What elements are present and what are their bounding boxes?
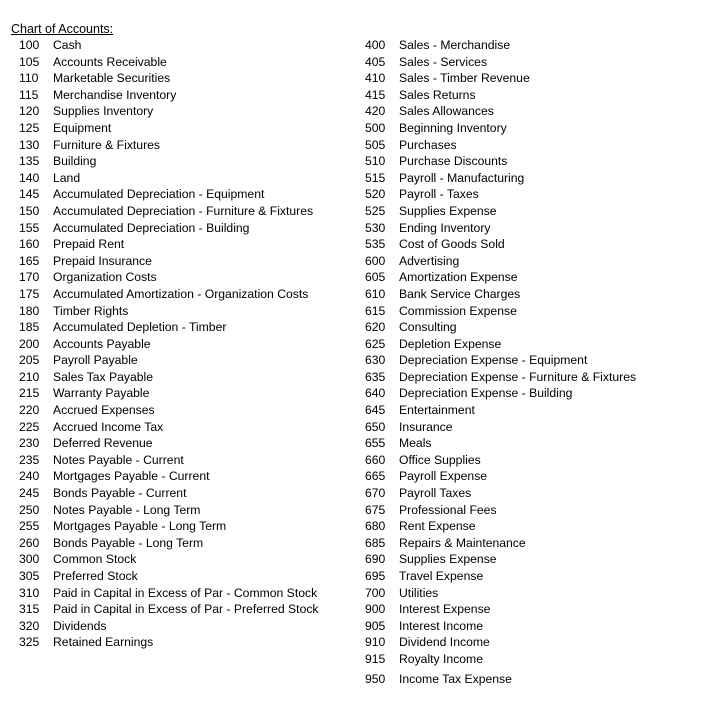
account-name: Royalty Income — [399, 651, 483, 666]
account-row — [365, 236, 695, 253]
account-row — [19, 435, 359, 452]
page-title: Chart of Accounts: — [11, 22, 114, 36]
account-number: 120 — [19, 104, 40, 119]
account-name: Accounts Receivable — [53, 54, 167, 69]
account-name: Depletion Expense — [399, 336, 502, 351]
account-number: 665 — [365, 469, 386, 484]
account-name: Accumulated Amortization - Organization Costs — [53, 286, 309, 301]
account-row — [365, 103, 695, 120]
account-row — [365, 153, 695, 170]
account-row — [19, 485, 359, 502]
account-name: Notes Payable - Current — [53, 452, 184, 467]
account-row — [19, 54, 359, 71]
account-name: Bonds Payable - Current — [53, 486, 187, 501]
account-number: 135 — [19, 154, 40, 169]
account-number: 520 — [365, 187, 386, 202]
account-name: Meals — [399, 436, 432, 451]
account-row — [19, 153, 359, 170]
account-name: Cost of Goods Sold — [399, 237, 505, 252]
account-number: 175 — [19, 286, 40, 301]
account-row — [365, 369, 695, 386]
account-row — [19, 87, 359, 104]
account-number: 530 — [365, 220, 386, 235]
account-number: 180 — [19, 303, 40, 318]
account-row — [365, 518, 695, 535]
account-name: Commission Expense — [399, 303, 517, 318]
account-row — [19, 286, 359, 303]
account-row — [19, 502, 359, 519]
account-row — [365, 70, 695, 87]
account-row — [365, 170, 695, 187]
account-number: 150 — [19, 203, 40, 218]
account-row — [19, 468, 359, 485]
account-row — [19, 319, 359, 336]
account-name: Utilities — [399, 585, 439, 600]
account-row — [365, 137, 695, 154]
account-row — [19, 203, 359, 220]
account-name: Furniture & Fixtures — [53, 137, 161, 152]
account-row — [19, 70, 359, 87]
account-row — [19, 220, 359, 237]
account-name: Equipment — [53, 120, 112, 135]
account-row — [19, 303, 359, 320]
account-name: Accumulated Depreciation - Furniture & Fixtures — [53, 203, 314, 218]
account-row — [365, 468, 695, 485]
account-number: 155 — [19, 220, 40, 235]
account-number: 910 — [365, 635, 386, 650]
account-name: Supplies Expense — [399, 552, 497, 567]
account-number: 325 — [19, 635, 40, 650]
account-row — [365, 385, 695, 402]
account-name: Supplies Inventory — [53, 104, 154, 119]
account-number: 400 — [365, 38, 386, 52]
account-name: Travel Expense — [399, 569, 484, 583]
account-number: 605 — [365, 270, 386, 285]
account-row — [19, 186, 359, 203]
account-row — [19, 170, 359, 187]
account-name: Depreciation Expense - Equipment — [399, 353, 588, 368]
account-number: 205 — [19, 353, 40, 368]
account-number: 905 — [365, 618, 386, 633]
account-name: Interest Expense — [399, 602, 491, 617]
account-name: Payroll - Taxes — [399, 187, 479, 202]
account-number: 225 — [19, 419, 40, 434]
account-number: 695 — [365, 569, 386, 583]
account-row — [19, 352, 359, 369]
account-row — [19, 535, 359, 552]
account-name: Sales - Services — [399, 54, 488, 69]
account-number: 535 — [365, 237, 386, 252]
account-name: Accrued Income Tax — [53, 419, 164, 434]
account-number: 220 — [19, 403, 40, 418]
account-number: 615 — [365, 303, 386, 318]
account-row — [19, 402, 359, 419]
account-number: 305 — [19, 569, 40, 583]
account-number: 320 — [19, 618, 40, 633]
account-row — [365, 585, 695, 602]
account-name: Payroll Taxes — [399, 486, 472, 501]
account-row — [19, 369, 359, 386]
account-name: Accumulated Depreciation - Equipment — [53, 187, 265, 202]
account-row — [19, 269, 359, 286]
account-number: 630 — [365, 353, 386, 368]
account-name: Paid in Capital in Excess of Par - Common Stock — [53, 585, 318, 600]
account-number: 250 — [19, 502, 40, 517]
account-name: Payroll Expense — [399, 469, 488, 484]
account-name: Accumulated Depletion - Timber — [53, 320, 227, 335]
account-number: 510 — [365, 154, 386, 169]
account-number: 315 — [19, 602, 40, 617]
account-number: 680 — [365, 519, 386, 534]
account-name: Retained Earnings — [53, 635, 154, 650]
account-number: 230 — [19, 436, 40, 451]
account-row — [19, 634, 359, 651]
account-number: 245 — [19, 486, 40, 501]
account-number: 200 — [19, 336, 40, 351]
account-row — [365, 601, 695, 618]
account-row — [365, 87, 695, 104]
account-row — [19, 103, 359, 120]
account-row — [365, 319, 695, 336]
account-row — [19, 618, 359, 635]
account-name: Building — [53, 154, 97, 169]
account-number: 115 — [19, 87, 39, 102]
account-row — [365, 286, 695, 303]
account-number: 915 — [365, 651, 386, 666]
account-row — [365, 568, 695, 585]
account-row — [365, 269, 695, 286]
account-name: Marketable Securities — [53, 71, 171, 86]
account-number: 125 — [19, 120, 40, 135]
account-name: Prepaid Rent — [53, 237, 125, 252]
account-number: 625 — [365, 336, 386, 351]
account-name: Beginning Inventory — [399, 120, 507, 135]
account-number: 610 — [365, 286, 386, 301]
account-name: Bonds Payable - Long Term — [53, 535, 204, 550]
account-number: 300 — [19, 552, 40, 567]
left-account-list — [19, 37, 359, 651]
account-number: 185 — [19, 320, 40, 335]
account-row — [365, 352, 695, 369]
account-number: 660 — [365, 452, 386, 467]
account-row — [19, 336, 359, 353]
account-name: Entertainment — [399, 403, 475, 418]
account-name: Amortization Expense — [399, 270, 518, 285]
account-number: 620 — [365, 320, 386, 335]
account-name: Accounts Payable — [53, 336, 151, 351]
account-row — [365, 186, 695, 203]
account-number: 160 — [19, 237, 40, 252]
account-number: 675 — [365, 502, 386, 517]
account-number: 950 — [365, 671, 386, 686]
account-number: 670 — [365, 486, 386, 501]
account-number: 260 — [19, 535, 40, 550]
account-name: Accumulated Depreciation - Building — [53, 220, 250, 235]
account-number: 255 — [19, 519, 40, 534]
account-number: 505 — [365, 137, 386, 152]
account-row — [365, 37, 695, 54]
account-name: Dividends — [53, 618, 107, 633]
account-name: Paid in Capital in Excess of Par - Preferred Stock — [53, 602, 319, 617]
account-row — [19, 419, 359, 436]
account-name: Office Supplies — [399, 452, 481, 467]
account-row — [19, 568, 359, 585]
account-name: Depreciation Expense - Building — [399, 386, 573, 401]
account-number: 215 — [19, 386, 40, 401]
account-name: Repairs & Maintenance — [399, 535, 526, 550]
account-name: Purchase Discounts — [399, 154, 508, 169]
account-row — [365, 671, 695, 688]
account-row — [19, 37, 359, 54]
account-row — [365, 618, 695, 635]
account-name: Sales Tax Payable — [53, 369, 154, 384]
account-row — [19, 518, 359, 535]
account-row — [19, 452, 359, 469]
account-name: Purchases — [399, 137, 457, 152]
account-number: 105 — [19, 54, 40, 69]
account-row — [365, 502, 695, 519]
account-number: 130 — [19, 137, 40, 152]
account-number: 640 — [365, 386, 386, 401]
account-number: 140 — [19, 170, 40, 185]
account-row — [365, 402, 695, 419]
account-number: 240 — [19, 469, 40, 484]
account-name: Common Stock — [53, 552, 137, 567]
account-number: 690 — [365, 552, 386, 567]
account-number: 235 — [19, 452, 40, 467]
account-row — [365, 551, 695, 568]
account-name: Rent Expense — [399, 519, 476, 534]
account-name: Mortgages Payable - Current — [53, 469, 210, 484]
account-name: Sales - Timber Revenue — [399, 71, 530, 86]
account-name: Timber Rights — [53, 303, 129, 318]
account-name: Organization Costs — [53, 270, 157, 285]
account-name: Ending Inventory — [399, 220, 491, 235]
account-number: 410 — [365, 71, 386, 86]
account-row — [19, 236, 359, 253]
account-name: Advertising — [399, 253, 460, 268]
account-name: Cash — [53, 38, 82, 52]
account-row — [365, 253, 695, 270]
account-number: 165 — [19, 253, 40, 268]
account-number: 700 — [365, 585, 386, 600]
account-row — [19, 601, 359, 618]
account-row — [365, 220, 695, 237]
account-row — [19, 385, 359, 402]
account-row — [365, 535, 695, 552]
account-number: 900 — [365, 602, 386, 617]
account-name: Deferred Revenue — [53, 436, 153, 451]
account-name: Professional Fees — [399, 502, 497, 517]
account-number: 635 — [365, 369, 386, 384]
account-name: Consulting — [399, 320, 457, 335]
account-number: 600 — [365, 253, 386, 268]
account-name: Depreciation Expense - Furniture & Fixtures — [399, 369, 637, 384]
account-row — [19, 253, 359, 270]
account-number: 645 — [365, 403, 386, 418]
account-row — [19, 137, 359, 154]
account-row — [365, 120, 695, 137]
account-name: Warranty Payable — [53, 386, 150, 401]
account-number: 650 — [365, 419, 386, 434]
account-name: Payroll - Manufacturing — [399, 170, 525, 185]
right-account-list — [365, 37, 695, 687]
account-number: 110 — [19, 71, 39, 86]
account-number: 145 — [19, 187, 40, 202]
account-name: Supplies Expense — [399, 203, 497, 218]
account-number: 420 — [365, 104, 386, 119]
account-row — [19, 120, 359, 137]
account-row — [365, 336, 695, 353]
account-number: 210 — [19, 369, 40, 384]
account-name: Payroll Payable — [53, 353, 138, 368]
account-name: Notes Payable - Long Term — [53, 502, 201, 517]
account-number: 525 — [365, 203, 386, 218]
account-row — [365, 435, 695, 452]
account-number: 170 — [19, 270, 40, 285]
account-name: Mortgages Payable - Long Term — [53, 519, 227, 534]
account-number: 100 — [19, 38, 40, 52]
account-row — [365, 54, 695, 71]
account-row — [365, 452, 695, 469]
account-row — [365, 419, 695, 436]
account-row — [365, 634, 695, 651]
account-number: 415 — [365, 87, 386, 102]
account-number: 655 — [365, 436, 386, 451]
account-number: 310 — [19, 585, 40, 600]
account-row — [365, 485, 695, 502]
account-name: Land — [53, 170, 81, 185]
account-name: Prepaid Insurance — [53, 253, 152, 268]
account-name: Interest Income — [399, 618, 483, 633]
account-name: Bank Service Charges — [399, 286, 521, 301]
account-name: Income Tax Expense — [399, 671, 512, 686]
account-row — [365, 303, 695, 320]
account-name: Preferred Stock — [53, 569, 138, 583]
account-row — [19, 551, 359, 568]
account-number: 685 — [365, 535, 386, 550]
account-name: Sales Allowances — [399, 104, 494, 119]
account-row — [365, 203, 695, 220]
account-name: Dividend Income — [399, 635, 490, 650]
account-name: Merchandise Inventory — [53, 87, 177, 102]
account-number: 515 — [365, 170, 386, 185]
account-row — [365, 651, 695, 668]
account-name: Sales - Merchandise — [399, 38, 511, 52]
account-name: Sales Returns — [399, 87, 476, 102]
account-number: 405 — [365, 54, 386, 69]
account-name: Accrued Expenses — [53, 403, 155, 418]
account-number: 500 — [365, 120, 386, 135]
account-row — [19, 585, 359, 602]
account-name: Insurance — [399, 419, 453, 434]
